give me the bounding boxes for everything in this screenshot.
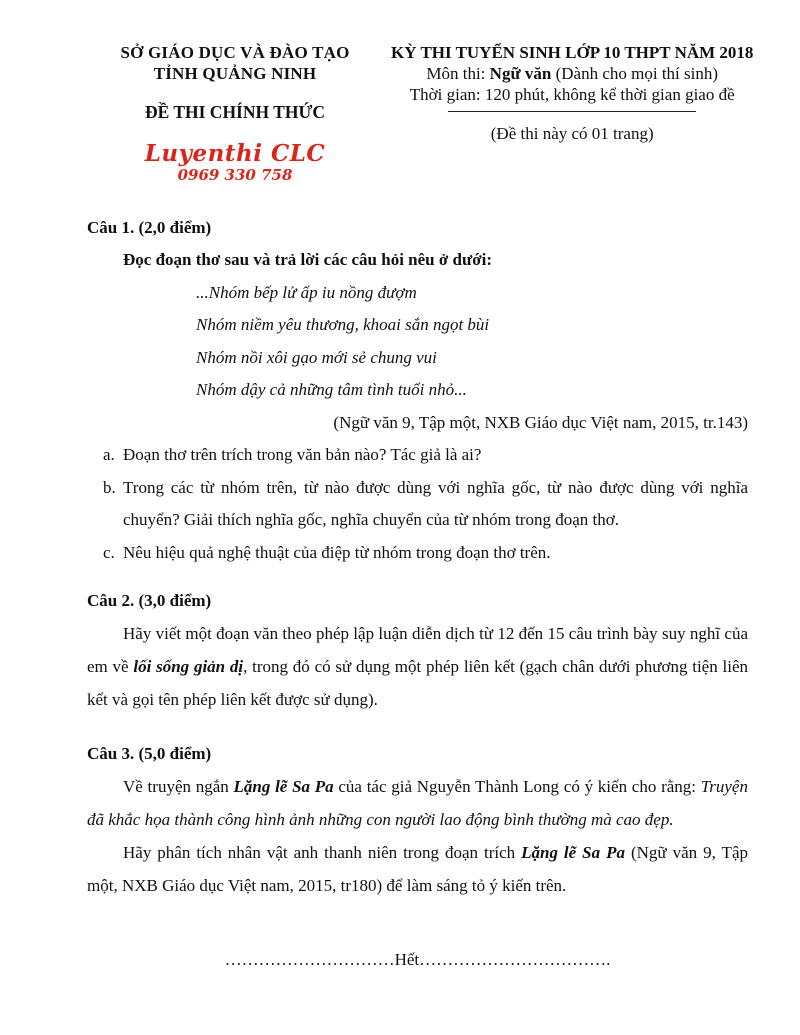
q3-work-title: Lặng lẽ Sa Pa xyxy=(233,777,334,796)
subitem-marker: a. xyxy=(103,445,115,464)
page-header xyxy=(87,42,754,184)
section-gap xyxy=(87,569,748,585)
subitem-c xyxy=(103,537,748,570)
department-name-line2: TỈNH QUẢNG NINH xyxy=(153,64,317,83)
q3-text: Hãy phân tích nhân vật anh thanh niên trong đoạn trích xyxy=(123,843,522,862)
q3-text: Về truyện ngắn xyxy=(123,777,234,796)
header-left-block xyxy=(87,42,383,184)
question-2-paragraph xyxy=(87,617,748,716)
exam-title: KỲ THI TUYỂN SINH LỚP 10 THPT NĂM 2018 xyxy=(391,43,754,62)
q3-quoted-opinion: Truyện đã khắc họa thành công hình ảnh những con người lao động bình thường mà cao đẹp. xyxy=(87,777,748,829)
subitem-marker: c. xyxy=(103,542,115,562)
official-exam-label: ĐỀ THI CHÍNH THỨC xyxy=(144,102,326,122)
subitem-text: Trong các từ nhóm trên, từ nào được dùng với nghĩa gốc, từ nào được dùng với nghĩa chuyển? Giải thích nghĩa gốc, nghĩa chuyển của từ nhóm trong đoạn thơ. xyxy=(123,477,748,529)
q2-emphasis: lối sống giản dị xyxy=(133,657,244,676)
question-1-subitems xyxy=(103,439,748,569)
luyenthi-clc-logo xyxy=(87,141,383,184)
question-1-intro: Đọc đoạn thơ sau và trả lời các câu hỏi nêu ở dưới: xyxy=(123,250,492,269)
question-3-paragraph-2 xyxy=(87,836,748,902)
q3-work-title: Lặng lẽ Sa Pa xyxy=(521,843,625,862)
question-3-paragraph-1 xyxy=(87,770,748,836)
subitem-b xyxy=(103,472,748,537)
q3-text: (Ngữ văn 9, Tập một, NXB Giáo dục Việt nam, 2015, tr180) để làm sáng tỏ ý kiến trên. xyxy=(87,843,748,895)
subject-name: Ngữ văn xyxy=(489,64,552,83)
question-2-heading: Câu 2. (3,0 điểm) xyxy=(87,591,212,610)
poem-source-citation: (Ngữ văn 9, Tập một, NXB Giáo dục Việt nam, 2015, tr.143) xyxy=(333,412,748,432)
poem-line: ...Nhóm bếp lử ấp iu nồng đượm xyxy=(196,282,417,302)
subject-suffix: (Dành cho mọi thí sinh) xyxy=(551,64,719,83)
logo-text: Luyenthi CLC xyxy=(144,140,326,167)
subitem-text: Nêu hiệu quả nghệ thuật của điệp từ nhóm trong đoạn thơ trên. xyxy=(123,542,551,562)
q3-text: của tác giả Nguyễn Thành Long có ý kiến cho rằng: xyxy=(333,777,701,796)
q2-text: , trong đó có sử dụng một phép liên kết (gạch chân dưới phương tiện liên kết và gọi tên phép liên kết được sử dụng). xyxy=(87,657,748,709)
question-3-heading: Câu 3. (5,0 điểm) xyxy=(87,744,212,763)
header-divider xyxy=(448,111,696,112)
poem-quote xyxy=(196,277,748,407)
header-right-block xyxy=(391,42,753,144)
subitem-marker: b. xyxy=(103,477,116,497)
duration-line: Thời gian: 120 phút, không kể thời gian giao đề xyxy=(409,85,735,104)
subitem-text: Đoạn thơ trên trích trong văn bản nào? Tác giả là ai? xyxy=(123,445,482,464)
subitem-a xyxy=(103,439,748,472)
exam-body xyxy=(87,212,748,976)
page-count-note: (Đề thi này có 01 trang) xyxy=(490,124,654,143)
section-gap xyxy=(87,716,748,738)
poem-line: Nhóm niềm yêu thương, khoai sắn ngọt bùi xyxy=(196,315,490,334)
logo-phone-number: 0969 330 758 xyxy=(177,166,293,184)
poem-line: Nhóm nồi xôi gạo mới sẻ chung vui xyxy=(196,347,437,367)
question-1-heading: Câu 1. (2,0 điểm) xyxy=(87,218,212,237)
end-of-exam-line: …………………………Hết……………………………. xyxy=(224,950,611,969)
department-name-line1: SỞ GIÁO DỤC VÀ ĐÀO TẠO xyxy=(120,43,350,62)
subject-line xyxy=(391,63,753,84)
q2-text: Hãy viết một đoạn văn theo phép lập luận diễn dịch từ 12 đến 15 câu trình bày suy nghĩ của em về xyxy=(87,624,748,676)
poem-line: Nhóm dậy cả những tâm tình tuổi nhỏ... xyxy=(196,380,467,399)
subject-prefix: Môn thi: xyxy=(426,64,490,83)
